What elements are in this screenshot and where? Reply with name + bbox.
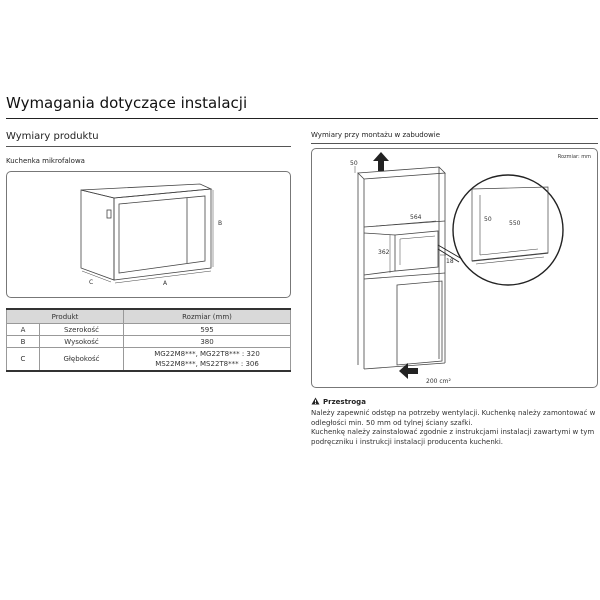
table-header-row: [7, 309, 291, 324]
row-name: Głębokość: [40, 348, 124, 372]
header-product: Produkt: [7, 309, 124, 324]
table-row: [7, 336, 291, 348]
installation-diagram: [311, 148, 598, 388]
row-value: 595: [124, 324, 291, 336]
row-value-line: MS22M8***, MS22T8*** : 306: [155, 360, 259, 368]
cabinet-drawing: [312, 149, 599, 389]
product-section-title: Wymiary produktu: [6, 131, 99, 142]
row-value: 380: [124, 336, 291, 348]
warning-line: podręczniku i instrukcji instalacji producenta kuchenki.: [311, 437, 504, 446]
warning-icon: [311, 397, 320, 405]
warning-heading-text: Przestroga: [323, 398, 366, 406]
row-name: Szerokość: [40, 324, 124, 336]
row-value-line: MG22M8***, MG22T8*** : 320: [154, 350, 260, 358]
warning-line: Należy zapewnić odstęp na potrzeby wentylacji. Kuchenkę należy zamontować w: [311, 409, 596, 417]
top-gap-label: 50: [350, 160, 358, 167]
detail-depth-label: 550: [509, 220, 521, 227]
header-size: Rozmiar (mm): [124, 309, 291, 324]
warning-line: odległości min. 50 mm od tylnej ściany szafki.: [311, 418, 473, 427]
microwave-drawing: [7, 172, 292, 299]
warning-text: [311, 409, 598, 447]
microwave-diagram: [6, 171, 291, 298]
height-label: 362: [378, 249, 390, 256]
row-name: Wysokość: [40, 336, 124, 348]
row-value: [124, 348, 291, 372]
dimensions-table: [6, 308, 291, 372]
table-row: [7, 348, 291, 372]
detail-gap-label: 50: [484, 216, 492, 223]
dimension-c-label: C: [89, 279, 94, 286]
product-section-divider: [6, 146, 291, 147]
warning-line: Kuchenkę należy zainstalować zgodnie z instrukcjami instalacji zawartymi w tym: [311, 428, 595, 437]
side-gap-label: 18: [446, 258, 454, 265]
page-title: Wymagania dotyczące instalacji: [6, 94, 248, 112]
install-section-title: Wymiary przy montażu w zabudowie: [311, 131, 441, 139]
table-row: [7, 324, 291, 336]
warning-heading: [311, 397, 366, 406]
width-label: 564: [410, 214, 422, 221]
dimension-a-label: A: [163, 280, 168, 287]
microwave-subtitle: Kuchenka mikrofalowa: [6, 157, 85, 165]
row-key: C: [7, 348, 40, 372]
install-section-divider: [311, 143, 598, 144]
dimension-b-label: B: [218, 220, 223, 227]
unit-note: Rozmiar: mm: [557, 154, 591, 160]
title-divider: [6, 118, 598, 119]
vent-label: 200 cm²: [426, 378, 451, 385]
row-key: A: [7, 324, 40, 336]
row-key: B: [7, 336, 40, 348]
